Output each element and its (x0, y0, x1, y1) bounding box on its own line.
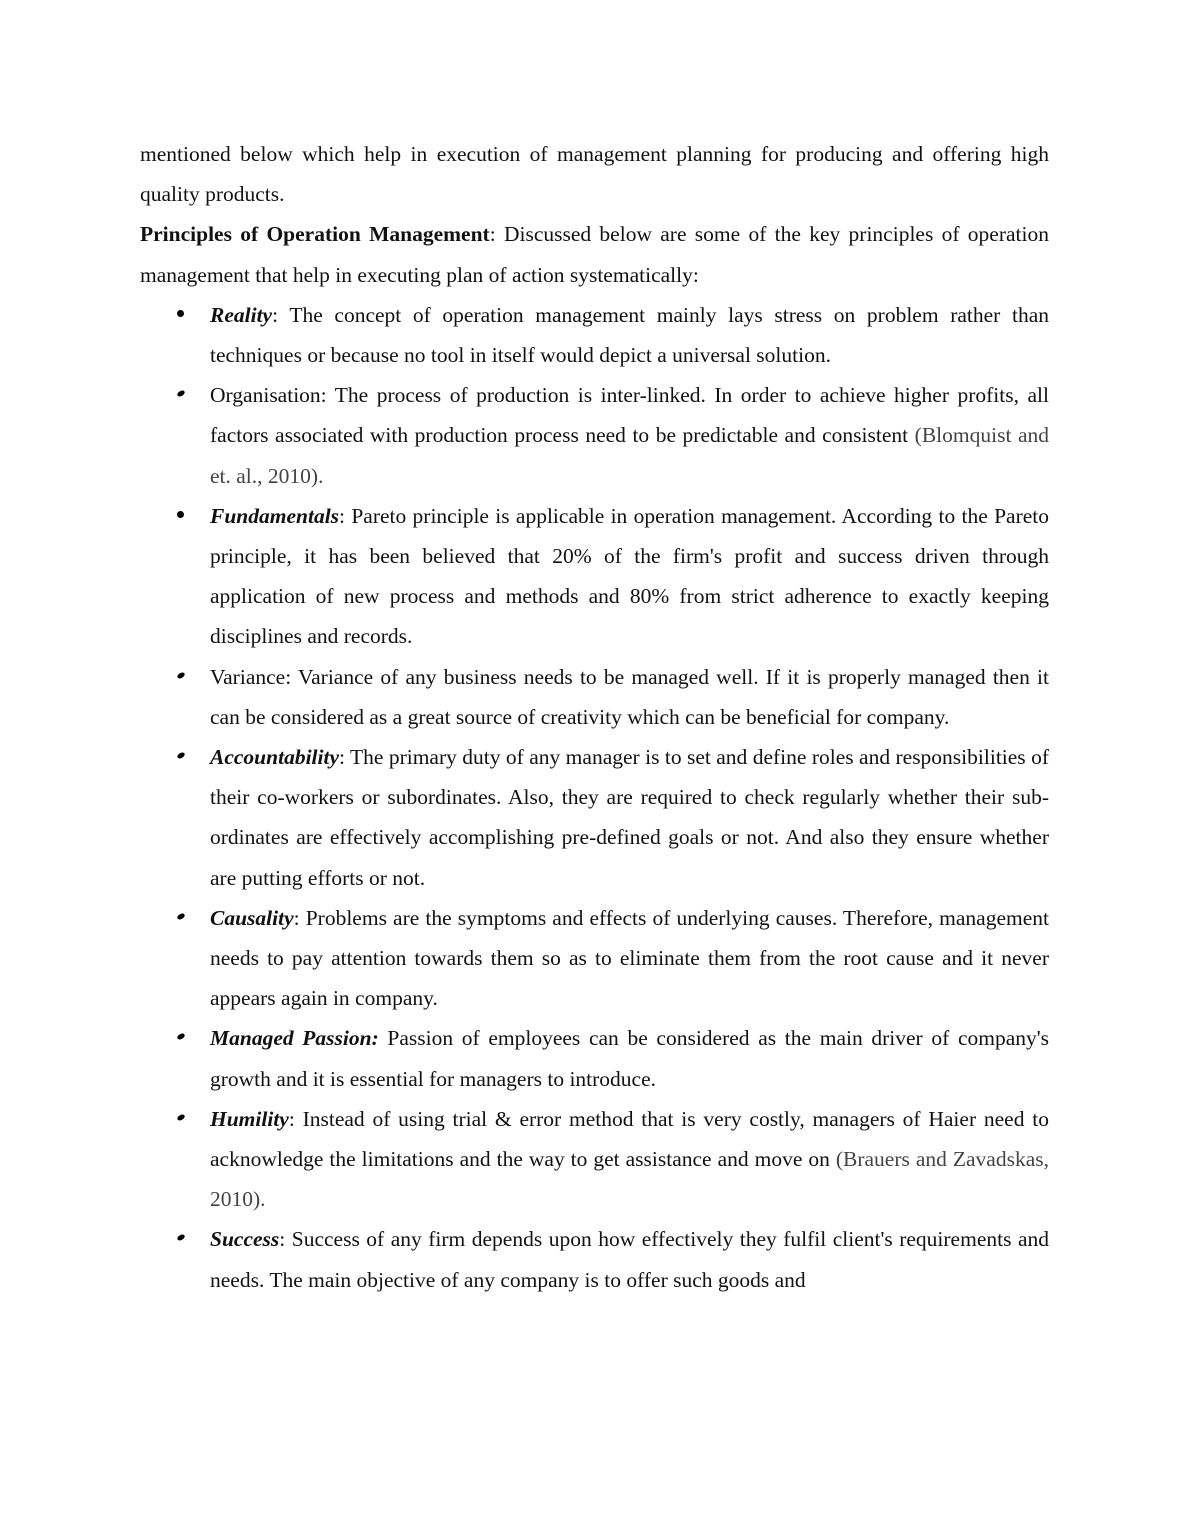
principle-term: Causality (210, 905, 294, 930)
principles-list (140, 295, 1049, 1300)
list-item-managed-passion (140, 1018, 1049, 1098)
principle-term: Fundamentals (210, 503, 340, 528)
principle-term: Accountability (210, 745, 339, 770)
list-item-reality (140, 295, 1049, 375)
list-item-causality (140, 898, 1049, 1019)
principle-text: : Success of any firm depends upon how effectively they fulfil client's requirements and needs. The main objective of any company is to offer such goods and (210, 1227, 1049, 1292)
bullet-icon (173, 737, 187, 777)
principle-text: : Problems are the symptoms and effects of underlying causes. Therefore, management needs to pay attention towards them so as to eliminate them from the root cause and it never appears again in company. (210, 905, 1049, 1011)
bullet-icon (173, 657, 187, 697)
principle-text: : The concept of operation management mainly lays stress on problem rather than techniques or because no tool in itself would depict a universal solution. (210, 302, 1049, 368)
list-item-fundamentals (140, 496, 1049, 657)
bullet-icon (173, 1099, 187, 1139)
principles-heading-paragraph (140, 214, 1049, 294)
intro-paragraph (140, 134, 1049, 214)
principle-text: Passion of employees can be considered as the main driver of company's growth and it is essential for managers to introduce. (210, 1026, 1050, 1091)
bullet-icon (173, 1219, 187, 1259)
document-page (140, 134, 1049, 1300)
citation: (Brauers and Zavadskas, 2010). (210, 1147, 1049, 1212)
principle-text: : The primary duty of any manager is to set and define roles and responsibilities of their co-workers or subordinates. Also, they are required to check regularly whether their sub-ordinates are effectively accomplishing pre-defined goals or not. And also they ensure whether are putting efforts or not. (210, 745, 1049, 890)
bullet-icon (173, 295, 187, 335)
principle-term: Humility (210, 1106, 289, 1131)
principle-term: Success (210, 1227, 280, 1252)
principle-text: : Pareto principle is applicable in operation management. According to the Pareto principle, it has been believed that 20% of the firm's profit and success driven through application of new process and methods and 80% from strict adherence to exactly keeping disciplines and records. (210, 503, 1049, 649)
list-item-variance (140, 657, 1049, 737)
principle-term: Managed Passion: (210, 1026, 379, 1051)
bullet-icon (173, 375, 187, 415)
principles-heading-text: : Discussed below are some of the key principles of operation management that help in executing plan of action systematically: (140, 222, 1049, 287)
principles-heading-title: Principles of Operation Management (140, 222, 490, 247)
principle-text: Organisation: The process of production is inter-linked. In order to achieve higher profits, all factors associated with production process need to be predictable and consistent (210, 383, 1049, 448)
bullet-icon (173, 898, 187, 938)
list-item-accountability (140, 737, 1049, 898)
bullet-icon (173, 496, 187, 536)
list-item-success (140, 1219, 1049, 1299)
list-item-organisation (140, 375, 1049, 496)
principle-text: Variance: Variance of any business needs to be managed well. If it is properly managed then it can be considered as a great source of creativity which can be beneficial for company. (210, 664, 1049, 729)
list-item-humility (140, 1099, 1049, 1220)
principle-term: Reality (210, 302, 273, 327)
bullet-icon (173, 1018, 187, 1058)
principle-text: : Instead of using trial & error method that is very costly, managers of Haier need to acknowledge the limitations and the way to get assistance and move on (210, 1106, 1049, 1172)
intro-text: mentioned below which help in execution of management planning for producing and offering high quality products. (140, 142, 1049, 207)
citation: (Blomquist and et. al., 2010). (210, 423, 1049, 488)
